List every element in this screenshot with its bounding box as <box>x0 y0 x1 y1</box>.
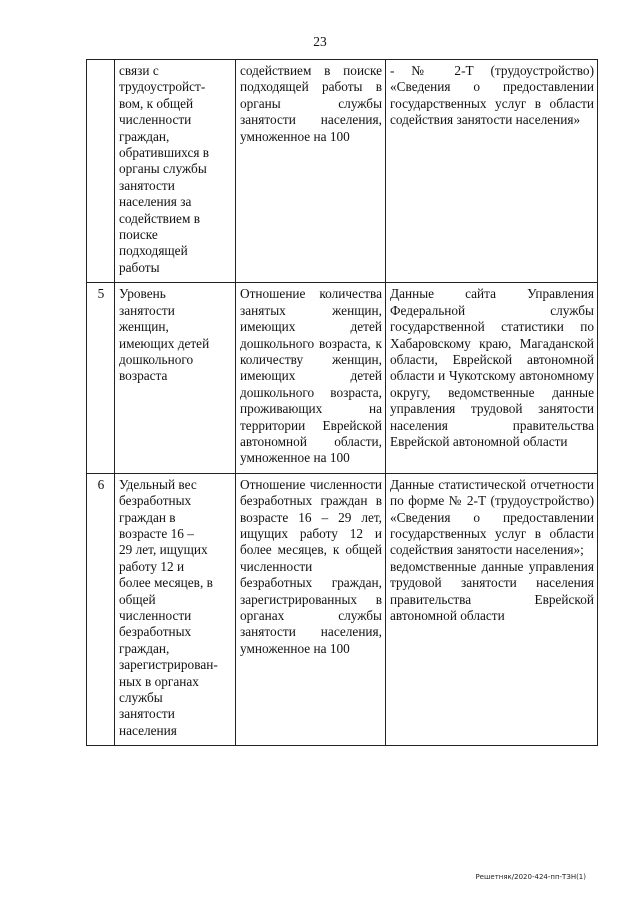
indicators-table <box>86 59 598 746</box>
table-row <box>87 283 598 473</box>
calculation-method: Отношение численности безработных граждан в возрасте 16 – 29 лет, ищущих работу 12 и более месяцев, к общей численности безработных граждан, зарегистрированных в органах службы занятости населения, умноженное на 100 <box>236 473 386 746</box>
calculation-method: Отношение количества занятых женщин, имеющих детей дошкольного возраста, к количеству женщин, имеющих детей дошкольного возраста, проживающих на территории Еврейской автономной области, умноженное на 100 <box>236 283 386 473</box>
calculation-method: содействием в поиске подходящей работы в органы службы занятости населения, умноженное на 100 <box>236 60 386 283</box>
row-number: 5 <box>87 283 115 473</box>
data-source: Данные статистической отчетности по форме № 2-Т (трудоустройство) «Сведения о предоставлении государственных услуг в области содействия занятости населения»; ведомственные данные управления трудовой занятости населения правительства Еврейской автономной области <box>386 473 598 746</box>
page-number: 23 <box>313 34 327 49</box>
row-number <box>87 60 115 283</box>
data-source: - № 2-Т (трудоустройство) «Сведения о предоставлении государственных услуг в области содействия занятости населения» <box>386 60 598 283</box>
indicator-name: Уровень занятости женщин, имеющих детей дошкольного возраста <box>115 283 236 473</box>
indicator-name: связи с трудоустройст- вом, к общей численности граждан, обратившихся в органы службы занятости населения за содействием в поиске подходящей работы <box>115 60 236 283</box>
table-row <box>87 60 598 283</box>
table-row <box>87 473 598 746</box>
row-number: 6 <box>87 473 115 746</box>
indicator-name: Удельный вес безработных граждан в возрасте 16 – 29 лет, ищущих работу 12 и более месяцев, в общей численности безработных граждан, зарегистрирован- ных в органах службы занятости населения <box>115 473 236 746</box>
data-source: Данные сайта Управления Федеральной службы государственной статистики по Хабаровскому краю, Магаданской области, Еврейской автономной области и Чукотскому автономному округу, ведомственные данные управления трудовой занятости населения правительства Еврейской автономной области <box>386 283 598 473</box>
document-code: Решетняк/2020-424-пп-ТЗН(1) <box>475 873 586 881</box>
